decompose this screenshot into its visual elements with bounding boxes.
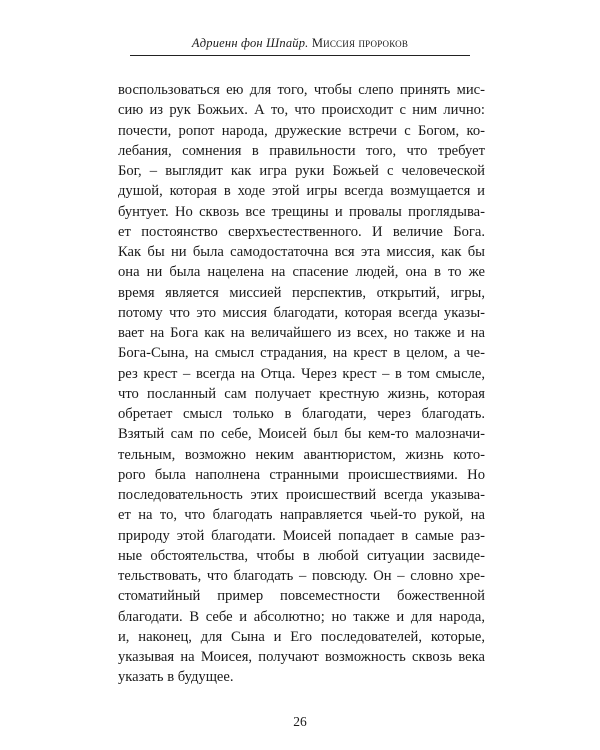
text-line: почести, ропот народа, дружеские встречи с Богом, ко- bbox=[118, 122, 485, 139]
text-line: указывая на Моисея, получают возможность сквозь века bbox=[118, 649, 485, 665]
running-header bbox=[130, 33, 470, 56]
text-line: лебания, сомнения в правильности того, что требует bbox=[118, 142, 485, 159]
text-line: и, наконец, для Сына и Его последователей, которые, bbox=[118, 628, 485, 645]
text-line: тельным, возможно неким авантюристом, жизнь кото- bbox=[118, 446, 485, 463]
text-line: Взятый сам по себе, Моисей был бы кем-то малозначи- bbox=[118, 426, 485, 443]
header-author: Адриенн фон Шпайр. bbox=[191, 36, 309, 50]
text-line: благодати. В себе и абсолютно; но также и для народа, bbox=[118, 608, 485, 625]
text-line: тельствовать, что благодать – повсюду. Он – словно хре- bbox=[118, 568, 485, 584]
text-line: обретает смысл только в благодати, через благодать. bbox=[118, 406, 485, 422]
text-line: природу этой благодати. Моисей попадает в самые раз- bbox=[118, 527, 485, 544]
text-line: Бога-Сына, на смысл страдания, на крест в целом, а че- bbox=[118, 345, 485, 362]
text-line: ет постоянство сверхъестественного. И величие Бога. bbox=[118, 223, 485, 240]
text-line: время является миссией перспектив, открытий, игры, bbox=[118, 284, 485, 301]
header-title: Миссия пророков bbox=[311, 36, 409, 50]
text-line: рез крест – всегда на Отца. Через крест – в том смысле, bbox=[118, 365, 485, 382]
text-line: Как бы ни была самодостаточна вся эта миссия, как бы bbox=[118, 244, 485, 260]
text-line: воспользоваться ею для того, чтобы слепо принять мис- bbox=[118, 82, 485, 98]
text-line: ет на то, что благодать направляется чьей-то рукой, на bbox=[118, 507, 485, 524]
page-number: 26 bbox=[293, 714, 307, 729]
text-line: она ни была нацелена на спасение людей, она в то же bbox=[118, 264, 485, 281]
text-line: рого была наполнена странными происшествиями. Но bbox=[118, 466, 485, 483]
text-line: вает на Бога как на величайшего из всех, но также и на bbox=[118, 325, 485, 341]
text-line: сию из рук Божьих. А то, что происходит с ним лично: bbox=[118, 102, 485, 119]
text-line: последовательность этих происшествий всегда указыва- bbox=[118, 487, 485, 503]
text-line: потому что это миссия благодати, которая всегда указы- bbox=[118, 304, 485, 321]
text-line: бунтует. Но сквозь все трещины и провалы проглядыва- bbox=[118, 203, 485, 220]
text-line: душой, которая в ходе этой игры всегда возмущается и bbox=[118, 183, 485, 200]
text-line: Бог, – выглядит как игра руки Божьей с человеческой bbox=[118, 163, 485, 179]
text-line: стоматийный пример повсеместности божественной bbox=[118, 588, 485, 605]
body-text bbox=[118, 80, 485, 688]
text-line: ные обстоятельства, чтобы в любой ситуации засвиде- bbox=[118, 547, 485, 564]
text-line: указать в будущее. bbox=[118, 669, 234, 686]
text-line: что посланный сам получает крестную жизнь, которая bbox=[118, 385, 485, 402]
